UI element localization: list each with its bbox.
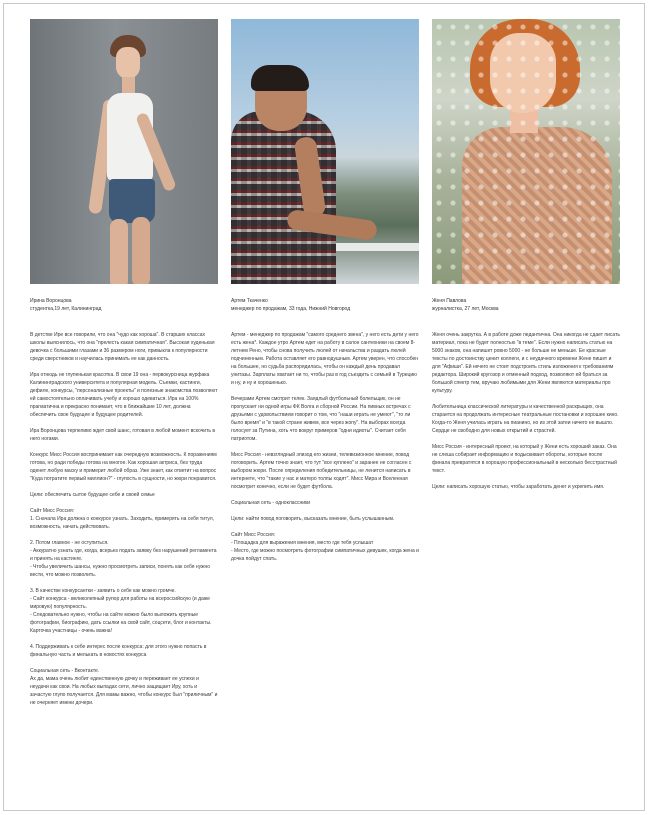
paragraph: Любительница классической литературы и качественной раскрыщих, она старается на продолжать интересные театральные постановки и хорошее кино. Когда-то Женя училась играть на пианино, но из этой затеи ничего не вышло. Сердце не свободно для новых открытий и страстей.	[432, 404, 619, 434]
profile-subtitle: менеджер по продажам, 33 года, Нижний Новгород	[231, 306, 351, 312]
paragraph: Мисс Россия - невзглядный эпизод его жизни, телевизионное мнение, повод поговорить. Артем точно знает, что тут "все куплено" и заранее не согласен с выбором жюри. После определения победительницы, не ленится написать в интернете, что "такие у нас и матеро толпы ходят". Мисс Мира и Вселенная посмотрит конечно, если не будет футбола.	[231, 452, 412, 490]
profile-caption	[30, 297, 218, 313]
paragraph: Цели: написать хорошую статью, чтобы заработать денег и укрепить имя.	[432, 484, 605, 490]
profile-subtitle: журналистка, 27 лет, Москва	[432, 306, 499, 312]
profile-subtitle: студентка,19 лет, Калининград	[30, 306, 102, 312]
paragraph: Женя очень закрутка. А в работе доже педантична. Она никогда не сдает писать материал, пока не будет полностью "в теме". Если нужно написать статью на 5000 знаков, она напишет ровно 5000 - не больше не меньше. Ее красные тексты по достоинству ценит коллеги, и с неудачного времени Жене пишет и для "Афиши". Ей нечего не стоит подстроить стиль изложения к требованиям редактора. Широкий кругозор и отменный подход, позволяют ей браться за большой спектр тем, вручаю любимыми для Жени являются материалы про культуру.	[432, 332, 620, 394]
paragraph: Цели: найти повод поговорить, высказать мнение, быть услышанным.	[231, 516, 395, 522]
profile-caption	[432, 297, 620, 313]
paragraph: Сайт Мисс Россия: 1. Сначала Ира должна о конкурсе узнать. Заходить, примерять на себя титул, возможность, начать действовать.	[30, 508, 215, 530]
profile-description	[30, 331, 218, 707]
paragraph: 4. Поддерживать к себе интерес после конкурса: для этого нужно попасть в финальную часть и мелькать в новостях конкурса	[30, 644, 207, 658]
profile-description	[231, 331, 419, 563]
profile-name: Женя Павлова	[432, 298, 467, 304]
profile-description	[432, 331, 620, 491]
profile-photo	[231, 19, 419, 284]
profile-photo	[432, 19, 620, 284]
profile-card-zhenya	[432, 19, 620, 499]
paragraph: 3. В качестве конкурсантки - заявить о себе как можно громче. - Сайт конкурса - великолепный рупор для работы на всероссийскую (и даже мировую) популярность. - Следовательно нужно, чтобы на сайте можно было выложить крупные фотографии, биографию, дать ссылки на свой сайт, соцсети, блог и контакты. Карточка участницы - очень важна!	[30, 588, 212, 634]
paragraph: Артем - менеджер по продажам "самого среднего звена", у него есть дети у него есть жена*. Каждое утро Артем едет на работу в салон сантехники на своем 8-летнем Рено, чтобы снова получить люлей от начальства и раздать люлей подчиненным. Работа оставляет его равнодушным. Артем уверен, что способен на большее, но судьба распорядилась, чтобы он каждый день продавал унитазы. Зарплаты хватает ни то, чтобы раз в год съездить с семьей в Турецию и ну, и ну и хорошенько.	[231, 332, 419, 386]
page-frame	[3, 3, 645, 811]
profile-card-artem	[231, 19, 419, 571]
paragraph: В детстве Ире все говорили, что она "чудо как хороша". В старших классах школы выяснилось, что она "прелесть какая симпатичная". Высокая худенькая девочка с большими глазами и 36 размером ноги, привыкла к популярности среди сверстников и научилась принимать ее как данность.	[30, 332, 215, 362]
paragraph: Ира отнюдь не глупенькая красотка. В свои 19 она - первокурсница журфака Калининградского университета и популярная модель. Съемки, кастинги, дефиле, конкурсы, "персонализные проекты" и полезные знакомства позволяют ей самостоятельно оплачивать учебу и хорошо одеваться. Ира на 100% прагматична и прекрасно понимает, что в ближайшие 10 лет, должна обеспечить свое будущее и будущее родителей.	[30, 372, 218, 418]
profile-caption	[231, 297, 419, 313]
paragraph: 2. Потом главное - не оступиться. - Аккуратно узнать где, когда, всерьез подать заявку без нарушений регламента и принять на кастинге. - Чтобы увеличить шансы, нужно просмотреть записи, понять как себя нужно вести, что можно позволить.	[30, 540, 217, 578]
paragraph: Цели: обеспечить сытое будущее себе и своей семье	[30, 492, 155, 498]
profile-name: Артем Ткаченко	[231, 298, 268, 304]
paragraph: Мисс Россия - интересный проект, на который у Жени есть хороший заказ. Она не слеша собирает информацию и подыскивает обороты, которые после финала превратятся в хорошую профессиональный в несколько бесстрастный текст.	[432, 444, 617, 474]
profile-photo	[30, 19, 218, 284]
paragraph: Вечерами Артем смотрит телек. Заядлый футбольный болельщик, он не пропускает ни одной игры ФК Волга и сборной России. На пивных встречах с друзьями с удовольствием говорит о том, что "наши играть не умеют", "то ли было время" и "в такой стране живем, все через жопу". На выборах всегда голосует за Путина, хоть что вокруг примеров "одни идиоты". Считает себя патриотом.	[231, 396, 411, 442]
paragraph: Социальная сеть - Вконтакте. Ах да, мама очень любит единственную дочку и переживает ее успехи и неудачи как свои. На любых выпадах сети, лично защищает Иру, хоть и зачастую глупо получается. Для мамы важно, чтобы конкурс был "приличным" и не очерняет имени дочери.	[30, 668, 218, 706]
paragraph: Сайт Мисс Россия: - Площадка для выражения мнения, место где тебя услышат - Место, где можно посмотреть фотографии симпатичных девушек, когда жена и дочка пойдут спать.	[231, 532, 419, 562]
paragraph: Конкурс Мисс Россия воспринимает как очередную возможность. К поражениям готова, но ради победы готова на многое. Как хорошая актриса, без труда оденет любую маску и примерит любой образ. Уже знает, как ответит на вопрос "Куда потратите первый миллион?" - глупость в сущности, но жюри понравится.	[30, 452, 217, 482]
paragraph: Социальная сеть - одноклассники	[231, 500, 311, 506]
paragraph: Ира Воронцова терпеливо ждет свой шанс, готовая в любой момент вскочить в него ногами.	[30, 428, 216, 442]
profile-name: Ирина Воронцова	[30, 298, 72, 304]
profile-card-irina	[30, 19, 218, 715]
